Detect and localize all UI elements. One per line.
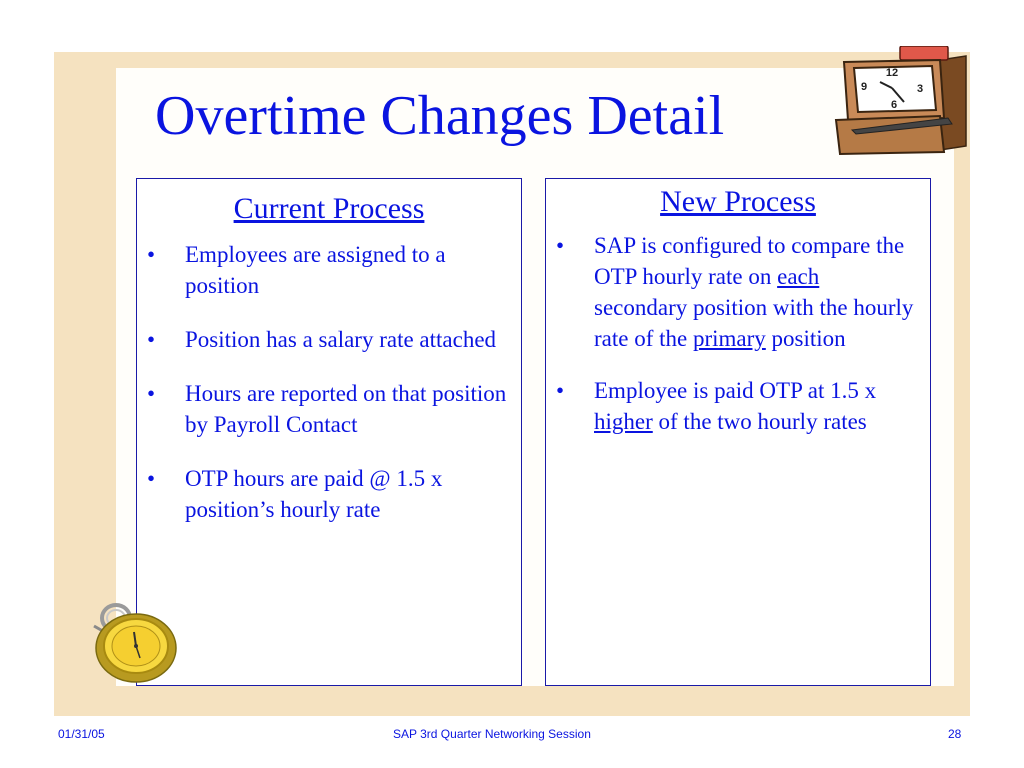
new-process-box: [545, 178, 931, 686]
emphasis-higher: higher: [594, 409, 653, 434]
current-process-heading: Current Process: [233, 192, 425, 225]
text-span: Employee is paid OTP at 1.5 x: [594, 378, 877, 403]
list-item: • OTP hours are paid @ 1.5 x position’s hourly rate: [137, 463, 521, 525]
current-process-list: [137, 239, 521, 525]
slide-title: Overtime Changes Detail: [155, 85, 725, 147]
clock-number-3: 3: [916, 83, 924, 95]
clock-number-9: 9: [860, 81, 868, 93]
footer-page-number: 28: [948, 727, 962, 741]
time-clock-icon: [832, 46, 968, 158]
clock-number-6: 6: [890, 99, 898, 111]
text-span: position: [765, 326, 846, 351]
text-span: SAP is configured to compare the OTP hourly rate on: [594, 233, 905, 289]
current-process-box: [136, 178, 522, 686]
list-item: • Employees are assigned to a position: [137, 239, 521, 301]
list-item: [546, 230, 930, 354]
list-item: • Hours are reported on that position by Payroll Contact: [137, 378, 521, 440]
clock-number-12: 12: [885, 67, 899, 79]
emphasis-primary: primary: [692, 326, 766, 351]
new-process-heading: New Process: [660, 185, 816, 218]
list-item: • Position has a salary rate attached: [137, 324, 521, 355]
stopwatch-icon: [80, 598, 184, 684]
list-item: [546, 375, 930, 437]
text-span: of the two hourly rates: [652, 409, 867, 434]
emphasis-each: each: [777, 264, 820, 289]
text-span: secondary position with the hourly rate of the: [594, 295, 914, 351]
new-process-list: [546, 230, 930, 437]
footer-session: SAP 3rd Quarter Networking Session: [393, 727, 591, 741]
footer-date: 01/31/05: [58, 727, 105, 741]
